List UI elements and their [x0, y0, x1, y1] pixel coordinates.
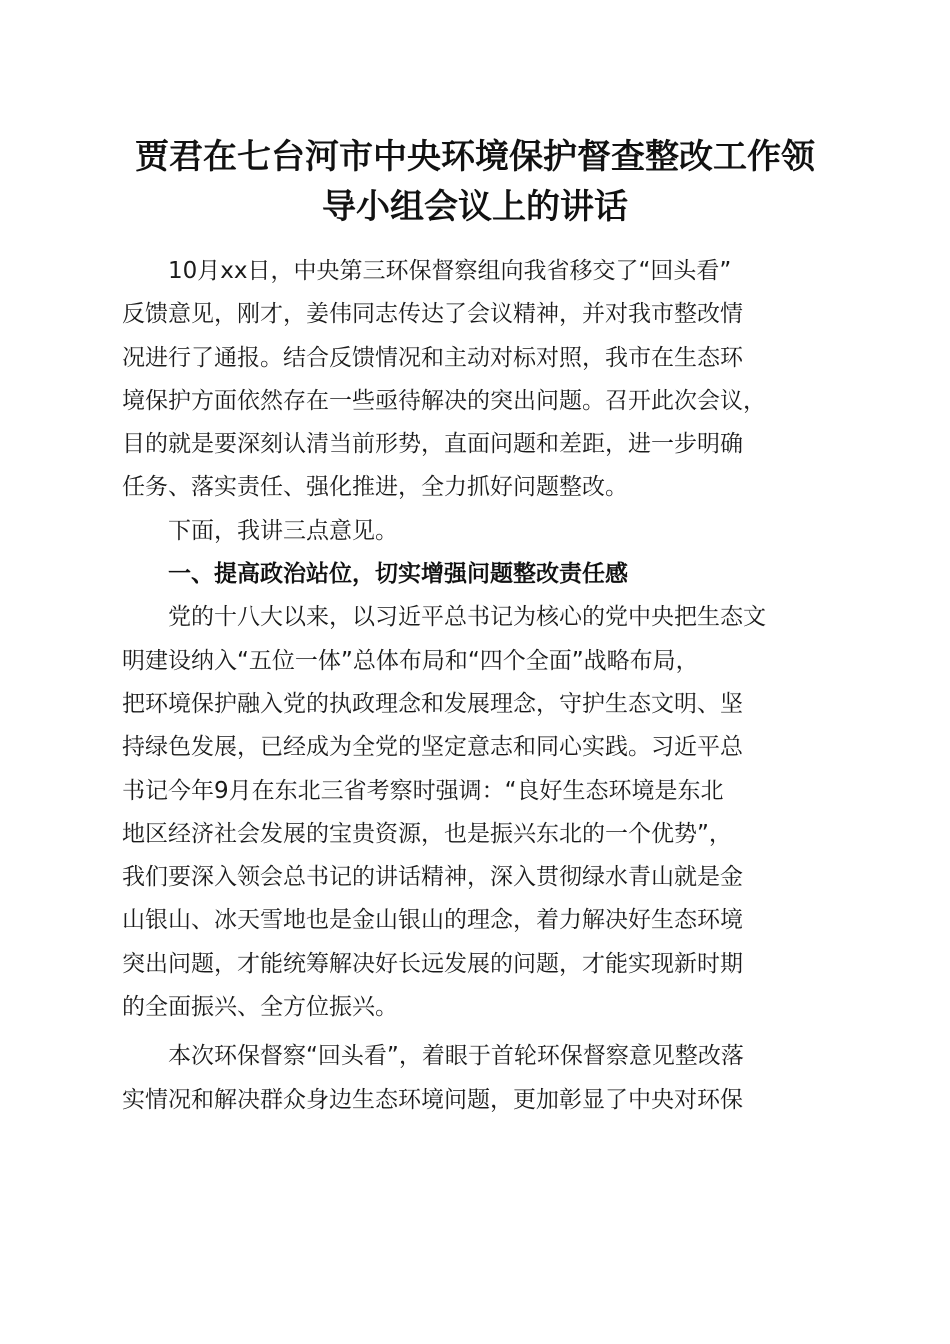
text-line: 反馈意见，刚才，姜伟同志传达了会议精神，并对我市整改情 — [122, 301, 743, 328]
text-line: 10月xx日，中央第三环保督察组向我省移交了“回头看” — [168, 258, 732, 284]
transition-paragraph — [122, 510, 828, 553]
title-line-2: 导小组会议上的讲话 — [322, 187, 628, 227]
text-line: 书记今年9月在东北三省考察时强调：“良好生态环境是东北 — [122, 777, 724, 804]
text-line: 目的就是要深刻认清当前形势，直面问题和差距，进一步明确 — [122, 431, 743, 458]
text-line: 把环境保护融入党的执政理念和发展理念，守护生态文明、坚 — [122, 690, 743, 717]
text-line: 实情况和解决群众身边生态环境问题，更加彰显了中央对环保 — [122, 1086, 743, 1113]
text-line: 况进行了通报。结合反馈情况和主动对标对照，我市在生态环 — [122, 344, 743, 371]
text-line: 突出问题，才能统筹解决好长远发展的问题，才能实现新时期 — [122, 950, 743, 977]
document-title — [100, 132, 850, 232]
text-line: 本次环保督察“回头看”，着眼于首轮环保督察意见整改落 — [168, 1043, 744, 1070]
text-line: 我们要深入领会总书记的讲话精神，深入贯彻绿水青山就是金 — [122, 864, 743, 891]
section-heading: 一、提高政治站位，切实增强问题整改责任感 — [168, 561, 628, 588]
title-line-1: 贾君在七台河市中央环境保护督查整改工作领 — [135, 137, 815, 177]
text-line: 的全面振兴、全方位振兴。 — [122, 994, 398, 1021]
intro-paragraph — [122, 250, 828, 510]
text-line: 明建设纳入“五位一体”总体布局和“四个全面”战略布局， — [122, 647, 699, 674]
text-line: 党的十八大以来，以习近平总书记为核心的党中央把生态文 — [168, 604, 766, 631]
section-paragraph-1 — [122, 596, 828, 1029]
section-paragraph-2 — [122, 1035, 828, 1122]
text-line: 境保护方面依然存在一些亟待解决的突出问题。召开此次会议， — [122, 387, 766, 414]
text-line: 地区经济社会发展的宝贵资源，也是振兴东北的一个优势”， — [122, 820, 732, 847]
document-body — [122, 250, 828, 1122]
text-line: 下面，我讲三点意见。 — [168, 517, 398, 544]
text-line: 任务、落实责任、强化推进，全力抓好问题整改。 — [122, 474, 628, 501]
text-line: 持绿色发展，已经成为全党的坚定意志和同心实践。习近平总 — [122, 734, 743, 761]
text-line: 山银山、冰天雪地也是金山银山的理念，着力解决好生态环境 — [122, 907, 743, 934]
